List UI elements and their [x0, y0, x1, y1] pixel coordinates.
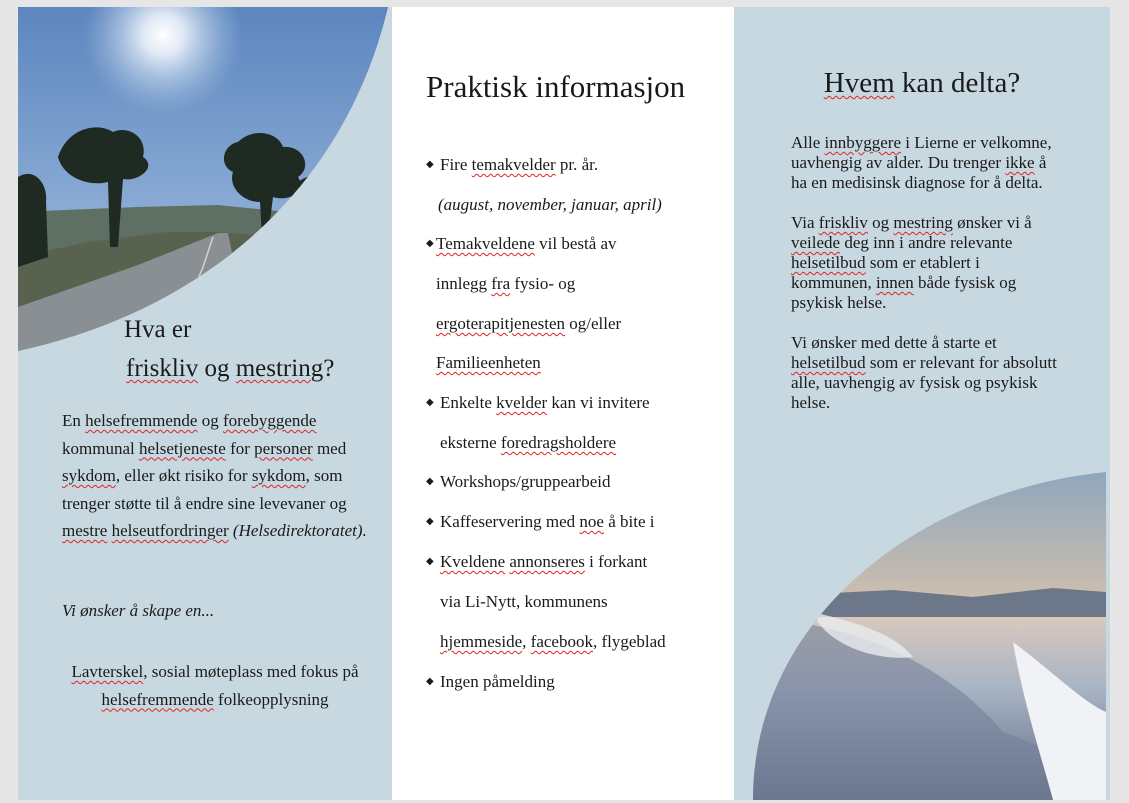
- road-photo: [18, 7, 388, 351]
- text-run: vil bestå av: [534, 234, 617, 253]
- text-run: mestring: [893, 213, 953, 232]
- text-run: pr. år.: [555, 155, 599, 174]
- text-run: mestre: [62, 521, 108, 540]
- text-run: Alle: [791, 133, 825, 152]
- text-run: forebyggende: [222, 411, 317, 430]
- text-run: , sosial møteplass med fokus på: [143, 662, 359, 681]
- text-run: Lavterskel: [71, 662, 144, 681]
- text-run: innlegg: [436, 274, 492, 293]
- text-run: En: [62, 411, 86, 430]
- text-run: helsefremmende: [101, 689, 214, 709]
- right-body-text: [791, 133, 1061, 433]
- text-run: temakvelder: [471, 155, 556, 174]
- right-paragraph: [791, 133, 1061, 193]
- text-run: ergoterapitjenesten: [436, 314, 566, 333]
- text-run: og/eller: [565, 314, 622, 333]
- text-run: innen: [876, 273, 914, 292]
- text-run: fysio- og: [510, 274, 576, 293]
- text-run: foredragsholdere: [500, 433, 617, 452]
- brochure-page: [18, 7, 1110, 800]
- left-panel: [18, 7, 392, 800]
- list-item: [436, 274, 575, 294]
- bullet-icon: ◆: [426, 676, 434, 687]
- list-item: [438, 195, 662, 215]
- right-paragraph: [791, 213, 1061, 313]
- left-center-text: [62, 658, 368, 713]
- text-run: eksterne: [440, 433, 501, 452]
- list-item: [440, 433, 616, 453]
- text-run: helseutfordringer: [111, 521, 229, 540]
- text-run: Enkelte: [440, 393, 497, 412]
- text-run: friskliv: [818, 213, 868, 232]
- text-run: deg inn i andre relevante: [840, 233, 1013, 252]
- text-run: Temakveldene: [436, 234, 535, 253]
- text-run: Workshops/gruppearbeid: [440, 472, 611, 491]
- middle-panel: [392, 7, 734, 800]
- list-item: [436, 234, 617, 254]
- left-body-text: [62, 407, 372, 545]
- text-run: med: [312, 438, 347, 458]
- text-run: via Li-Nytt, kommunens: [440, 592, 608, 611]
- list-item: [440, 512, 654, 532]
- bullet-icon: ◆: [426, 556, 434, 567]
- list-item: [440, 155, 598, 175]
- list-item: [440, 393, 650, 413]
- text-run: for: [225, 438, 255, 458]
- text-run: sykdom: [62, 466, 116, 485]
- text-run: ønsker vi å: [952, 213, 1032, 232]
- list-item: [440, 672, 555, 692]
- list-item: [440, 472, 610, 492]
- text-run: som er relevant for absolutt alle, uavhengig av fysisk og psykisk helse.: [791, 353, 1057, 412]
- text-run: i forkant: [584, 552, 648, 571]
- text-run: (august, november, januar, april): [438, 195, 662, 214]
- text-run: og: [197, 411, 223, 430]
- left-heading-line1: Hva er: [124, 316, 192, 343]
- text-run: sykdom: [251, 466, 306, 485]
- text-run: helsetjeneste: [138, 438, 226, 458]
- text-run: å ha en medisinsk diagnose for å delta.: [791, 153, 1047, 192]
- text-run: Via: [791, 213, 819, 232]
- text-run: ,: [522, 632, 531, 651]
- list-item: [440, 592, 608, 612]
- left-heading-line2: friskliv og mestring?: [126, 355, 335, 382]
- list-item: [436, 353, 541, 373]
- text-run: facebook: [530, 632, 593, 651]
- text-run: noe: [579, 512, 604, 531]
- middle-heading: Praktisk informasjon: [426, 69, 686, 104]
- bullet-icon: ◆: [426, 238, 434, 249]
- left-italic-line: Vi ønsker å skape en...: [62, 601, 215, 620]
- text-run: hjemmeside: [440, 632, 523, 651]
- list-item: [440, 552, 647, 572]
- text-run: som er etablert i kommunen,: [791, 253, 980, 292]
- text-run: helsetilbud: [791, 353, 866, 372]
- text-run: , eller økt risiko for: [115, 466, 252, 485]
- text-run: både fysisk og psykisk helse.: [791, 273, 1017, 312]
- text-run: kvelder: [496, 393, 548, 412]
- bullet-icon: ◆: [426, 159, 434, 170]
- text-run: (Helsedirektoratet).: [232, 521, 367, 540]
- text-run: helsefremmende: [85, 411, 198, 430]
- text-run: kommunal: [62, 438, 139, 458]
- text-run: å bite i: [603, 512, 655, 531]
- text-run: annonseres: [509, 552, 585, 571]
- text-run: personer: [254, 438, 313, 458]
- text-run: , flygeblad: [592, 632, 666, 651]
- right-paragraph: [791, 333, 1061, 413]
- list-item: [436, 314, 621, 334]
- text-run: veilede: [791, 233, 841, 252]
- text-run: fra: [491, 274, 511, 293]
- list-item: [440, 632, 666, 652]
- bullet-icon: ◆: [426, 516, 434, 527]
- text-run: i Lierne er velkomne, uavhengig av alder. Du trenger: [791, 133, 1052, 172]
- text-run: ikke: [1005, 153, 1035, 172]
- text-run: Kveldene: [440, 552, 506, 571]
- text-run: kan vi invitere: [547, 393, 650, 412]
- bullet-icon: ◆: [426, 476, 434, 487]
- text-run: Kaffeservering med: [440, 512, 580, 531]
- text-run: innbyggere: [824, 133, 902, 152]
- right-heading: Hvem kan delta?: [823, 67, 1021, 99]
- text-run: Familieenheten: [436, 353, 541, 372]
- text-run: helsetilbud: [791, 253, 866, 272]
- right-panel: [734, 7, 1110, 800]
- text-run: og: [867, 213, 894, 232]
- bullet-icon: ◆: [426, 397, 434, 408]
- text-run: Ingen påmelding: [440, 672, 555, 691]
- text-run: folkeopplysning: [213, 689, 329, 709]
- text-run: Vi ønsker med dette å starte et: [791, 333, 997, 352]
- text-run: , som trenger støtte til å endre sine levevaner og: [62, 466, 347, 513]
- frozen-lake-photo: [753, 472, 1106, 800]
- text-run: Fire: [440, 155, 472, 174]
